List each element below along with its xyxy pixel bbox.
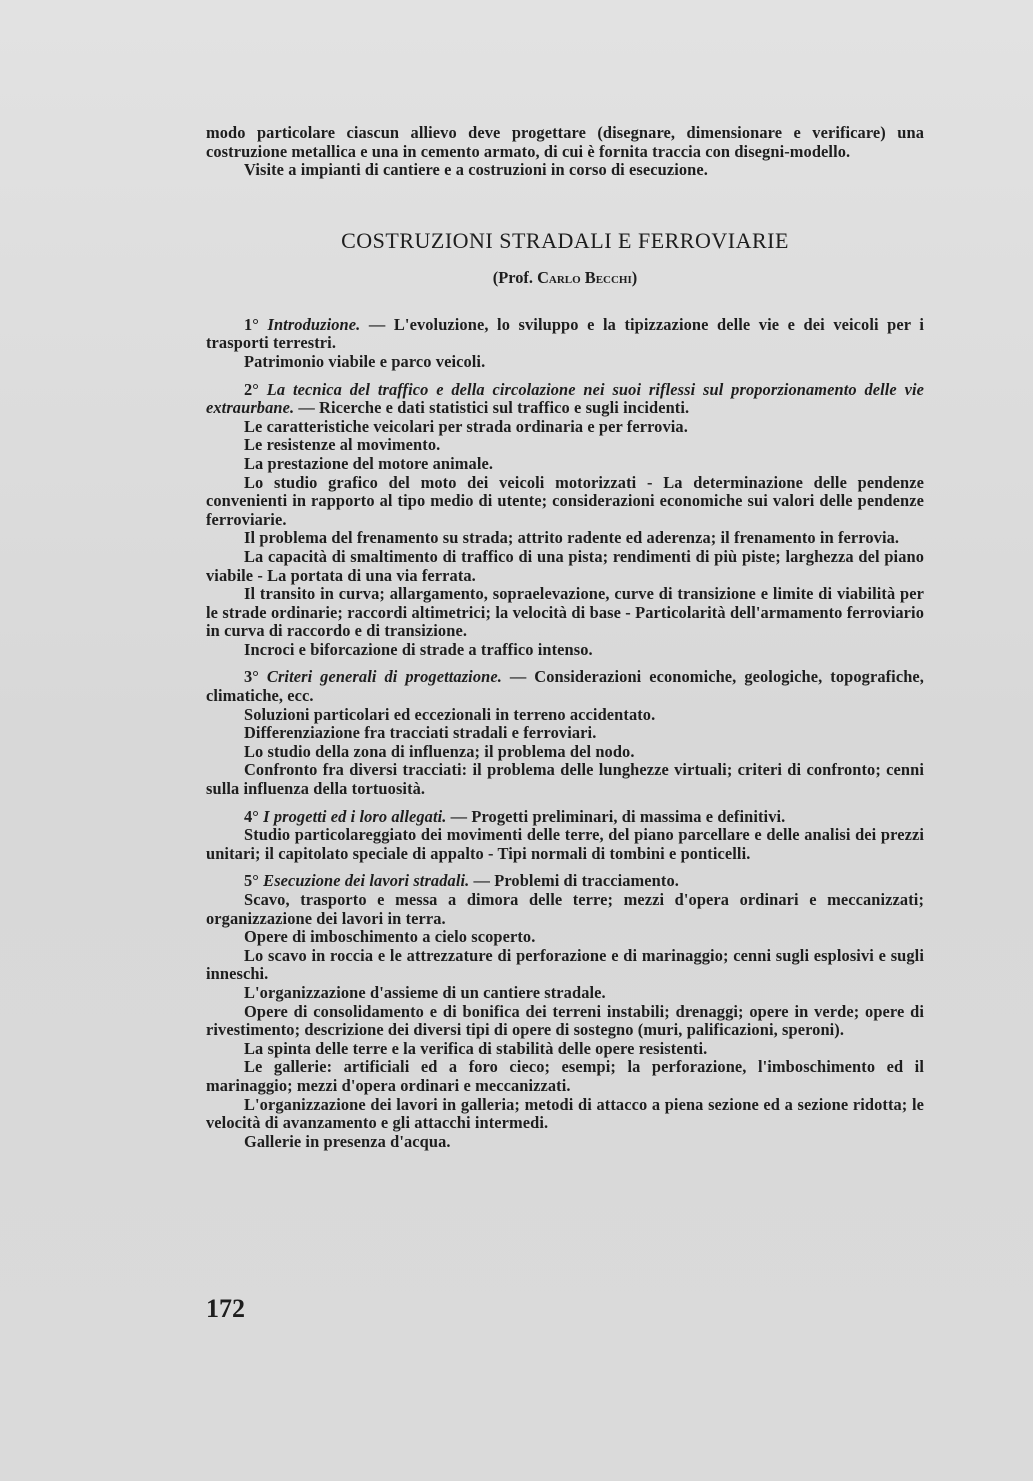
section-paragraph: Studio particolareggiato dei movimenti delle terre, del piano parcellare e delle analisi dei prezzi unitari; il capitolato speciale di appalto - Tipi normali di tombini e ponticelli.	[206, 825, 924, 863]
section-paragraph: Le gallerie: artificiali ed a foro cieco; esempi; la perforazione, l'imboschimento ed il marinaggio; mezzi d'opera ordinari e meccanizzati.	[206, 1057, 924, 1095]
section-paragraph: L'organizzazione d'assieme di un cantiere stradale.	[244, 982, 606, 1002]
section-paragraph: Il problema del frenamento su strada; attrito radente ed aderenza; il frenamento in ferrovia.	[244, 528, 900, 548]
professor-name: Carlo Becchi	[537, 267, 632, 287]
section-title: Introduzione.	[267, 314, 361, 334]
section-3	[206, 668, 924, 798]
section-paragraph: Patrimonio viabile e parco veicoli.	[244, 351, 486, 371]
section-paragraph: Confronto fra diversi tracciati: il problema delle lunghezze virtuali; criteri di confronto; cenni sulla influenza della tortuosità.	[206, 760, 924, 799]
section-paragraph: La prestazione del motore animale.	[244, 453, 494, 473]
section-paragraph: Gallerie in presenza d'acqua.	[244, 1131, 451, 1151]
section-heading: 1° Introduzione. — L'evoluzione, lo sviluppo e la tipizzazione delle vie e dei veicoli per i trasporti terrestri.	[206, 314, 924, 353]
section-paragraph: Lo scavo in roccia e le attrezzature di perforazione e di marinaggio; cenni sugli esplosivi e sugli inneschi.	[206, 945, 924, 984]
section-title: Esecuzione dei lavori stradali.	[263, 871, 470, 891]
section-2	[206, 381, 924, 660]
course-title: COSTRUZIONI STRADALI E FERROVIARIE	[341, 227, 789, 253]
section-paragraph: Scavo, trasporto e messa a dimora delle terre; mezzi d'opera ordinari e meccanizzati; organizzazione dei lavori in terra.	[206, 890, 924, 928]
section-paragraph: L'organizzazione dei lavori in galleria; metodi di attacco a piena sezione ed a sezione ridotta; le velocità di avanzamento e gli attacchi intermedi.	[206, 1094, 924, 1133]
section-5	[206, 872, 924, 1151]
section-paragraph: Le resistenze al movimento.	[244, 435, 441, 455]
section-heading: 2° La tecnica del traffico e della circolazione nei suoi riflessi sul proporzionamento delle vie extraurbane. — Ricerche e dati statistici sul traffico e sugli incidenti.	[206, 379, 924, 418]
section-paragraph: Lo studio grafico del moto dei veicoli motorizzati - La determinazione delle pendenze convenienti in rapporto al tipo medio di utente; considerazioni economiche sui valori delle pendenze ferroviarie.	[206, 472, 924, 529]
section-heading: 4° I progetti ed i loro allegati. — Progetti preliminari, di massima e definitivi.	[244, 806, 786, 826]
section-paragraph: Il transito in curva; allargamento, sopraelevazione, curve di transizione e limite di viabilità per le strade ordinarie; raccordi altimetrici; la velocità di base - Particolarità dell'armamento ferroviario in curva di raccordo e di transizione.	[206, 584, 924, 641]
intro-paragraph: modo particolare ciascun allievo deve progettare (disegnare, dimensionare e verificare) una costruzione metallica e una in cemento armato, di cui è fornita traccia con disegni-modello.	[206, 123, 924, 161]
section-heading: 5° Esecuzione dei lavori stradali. — Problemi di tracciamento.	[244, 871, 679, 891]
section-paragraph: Opere di consolidamento e di bonifica dei terreni instabili; drenaggi; opere in verde; opere di rivestimento; descrizione dei diversi tipi di opere di sostegno (muri, palificazioni, speroni).	[206, 1001, 924, 1040]
section-paragraph: Differenziazione fra tracciati stradali e ferroviari.	[244, 723, 597, 743]
section-paragraph: Le caratteristiche veicolari per strada ordinaria e per ferrovia.	[244, 416, 688, 436]
intro-paragraph: Visite a impianti di cantiere e a costruzioni in corso di esecuzione.	[244, 160, 708, 180]
section-1	[206, 316, 924, 372]
section-title: I progetti ed i loro allegati.	[263, 806, 447, 826]
section-paragraph: Opere di imboschimento a cielo scoperto.	[244, 927, 536, 947]
section-paragraph: La capacità di smaltimento di traffico di una pista; rendimenti di più piste; larghezza del piano viabile - La portata di una via ferrata.	[206, 546, 924, 585]
section-paragraph: Soluzioni particolari ed eccezionali in terreno accidentato.	[244, 704, 656, 724]
page-number: 172	[206, 1294, 245, 1323]
section-paragraph: Incroci e biforcazione di strade a traffico intenso.	[244, 639, 593, 659]
section-heading: 3° Criteri generali di progettazione. — Considerazioni economiche, geologiche, topografiche, climatiche, ecc.	[206, 667, 924, 706]
section-4	[206, 808, 924, 864]
course-professor: (Prof. Carlo Becchi)	[492, 267, 638, 287]
page-body	[206, 124, 924, 1151]
section-paragraph: Lo studio della zona di influenza; il problema del nodo.	[244, 741, 635, 761]
section-paragraph: La spinta delle terre e la verifica di stabilità delle opere resistenti.	[244, 1038, 708, 1058]
section-title: La tecnica del traffico e della circolazione nei suoi riflessi sul proporzionamento delle vie extraurbane.	[206, 379, 924, 418]
section-title: Criteri generali di progettazione.	[266, 667, 502, 687]
